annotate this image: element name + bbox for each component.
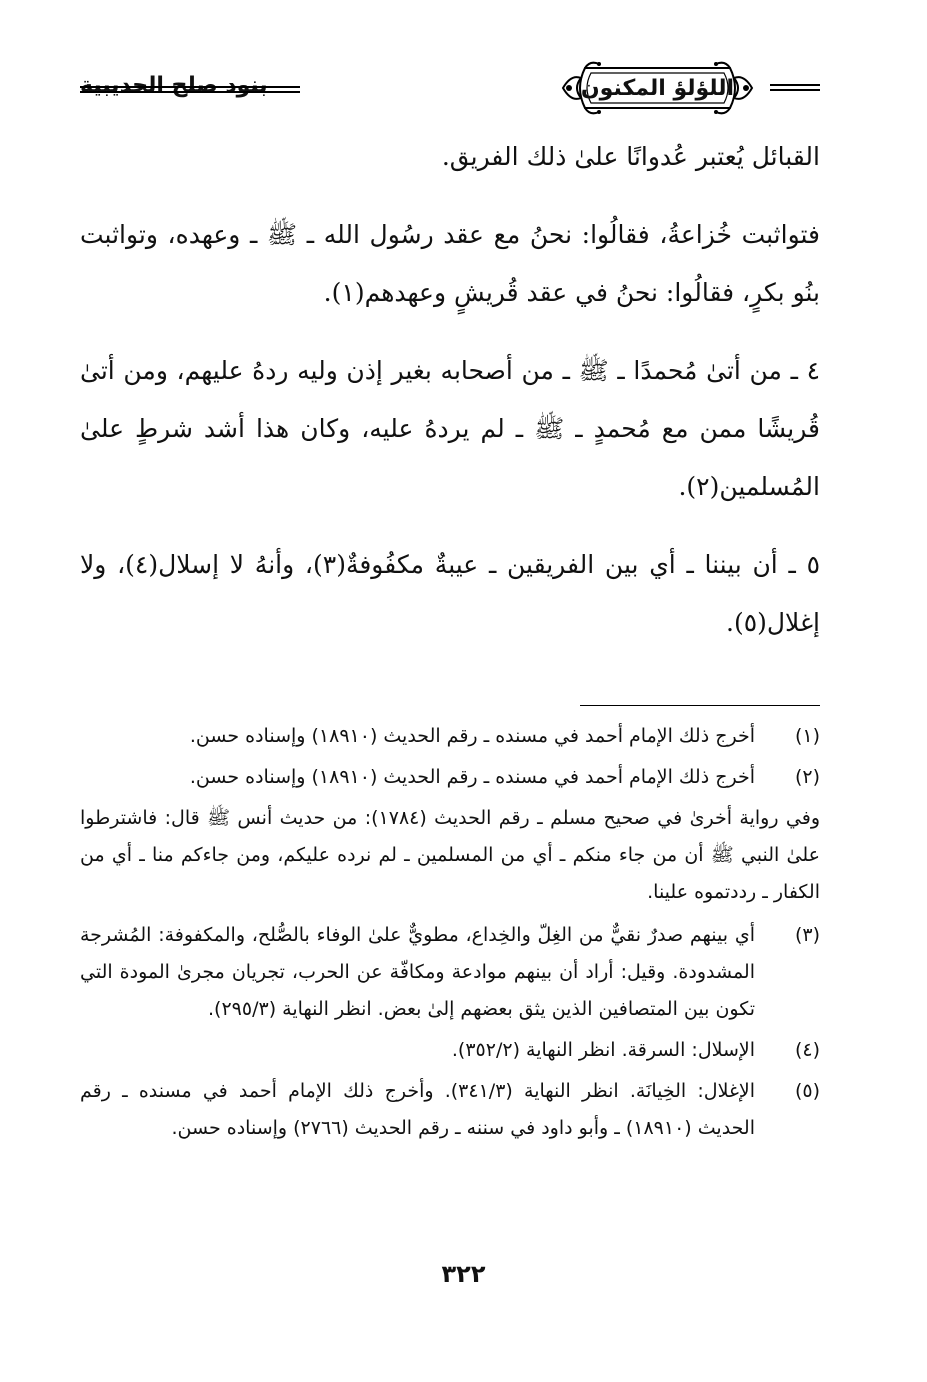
footnote-4 — [80, 1032, 820, 1069]
footnote-number: (٣) — [794, 924, 820, 946]
paragraph: القبائل يُعتبر عُدوانًا علىٰ ذلك الفريق. — [441, 142, 820, 171]
footnote-number: (٢) — [794, 766, 820, 788]
footnote-text: الإغلال: الخِيانَة. انظر النهاية (٣٤١/٣). وأخرج ذلك الإمام أحمد في مسنده ـ رقم الحديث (١٨٩١٠) ـ وأبو داود في سننه ـ رقم الحديث (٢٧٦٦) وإسناده حسن. — [80, 1080, 755, 1139]
footnotes — [80, 718, 820, 1151]
header-rule-right — [770, 84, 820, 91]
footnote-2-continuation: وفي رواية أخرىٰ في صحيح مسلم ـ رقم الحديث (١٧٨٤): من حديث أنس ﷺ قال: فاشترطوا علىٰ النبي ﷺ أن من جاء منكم ـ أي من المسلمين ـ لم نرده عليكم، ومن جاءكم منا ـ أي من الكفار ـ رددتموه علينا. — [80, 807, 820, 903]
paragraph: فتواثبت خُزاعةُ، فقالُوا: نحنُ مع عقد رسُول الله ـ ﷺ ـ وعهده، وتواثبت بنُو بكرٍ، فقالُوا: نحنُ في عقد قُريشٍ وعهدهم(١). — [80, 220, 820, 307]
book-title: اللؤلؤ المكنون — [580, 75, 735, 101]
main-text — [80, 128, 820, 672]
footnote-text: الإسلال: السرقة. انظر النهاية (٣٥٢/٢). — [451, 1039, 755, 1061]
footnote-number: (٤) — [794, 1039, 820, 1061]
paragraph: ٥ ـ أن بيننا ـ أي بين الفريقين ـ عيبةٌ مكفُوفةٌ(٣)، وأنهُ لا إسلال(٤)، ولا إغلال(٥). — [80, 550, 820, 637]
footnote-text: أخرج ذلك الإمام أحمد في مسنده ـ رقم الحديث (١٨٩١٠) وإسناده حسن. — [189, 725, 755, 747]
section-title: بنود صلح الحديبية — [80, 73, 268, 98]
footnote-1 — [80, 718, 820, 755]
ornamental-frame-icon — [555, 56, 760, 120]
footnote-text: أي بينهم صدرٌ نقيٌّ من الغِلّ والخِداع، مطويٌّ علىٰ الوفاء بالصُّلح، والمكفوفة: المُشرجة المشدودة. وقيل: أراد أن بينهم موادعة ومكافّة عن الحرب، تجريان مجرىٰ المودة التي تكون بين المتصافين الذين يثق بعضهم إلىٰ بعض. انظر النهاية (٢٩٥/٣). — [80, 924, 755, 1020]
footnote-text: أخرج ذلك الإمام أحمد في مسنده ـ رقم الحديث (١٨٩١٠) وإسناده حسن. — [189, 766, 755, 788]
footnote-5 — [80, 1073, 820, 1147]
footnote-number: (٥) — [794, 1080, 820, 1102]
footnote-3 — [80, 917, 820, 1028]
footnote-separator — [580, 705, 820, 706]
header-rule-left — [80, 86, 300, 93]
page-number: ٣٢٢ — [441, 1260, 486, 1288]
footnote-2 — [80, 759, 820, 796]
running-header — [80, 56, 820, 126]
paragraph: ٤ ـ من أتىٰ مُحمدًا ـ ﷺ ـ من أصحابه بغير إذن وليه ردهُ عليهم، ومن أتىٰ قُريشًا ممن مع مُحمدٍ ـ ﷺ ـ لم يردهُ عليه، وكان هذا أشد شرطٍ علىٰ المُسلمين(٢). — [80, 356, 820, 501]
footnote-number: (١) — [794, 725, 820, 747]
